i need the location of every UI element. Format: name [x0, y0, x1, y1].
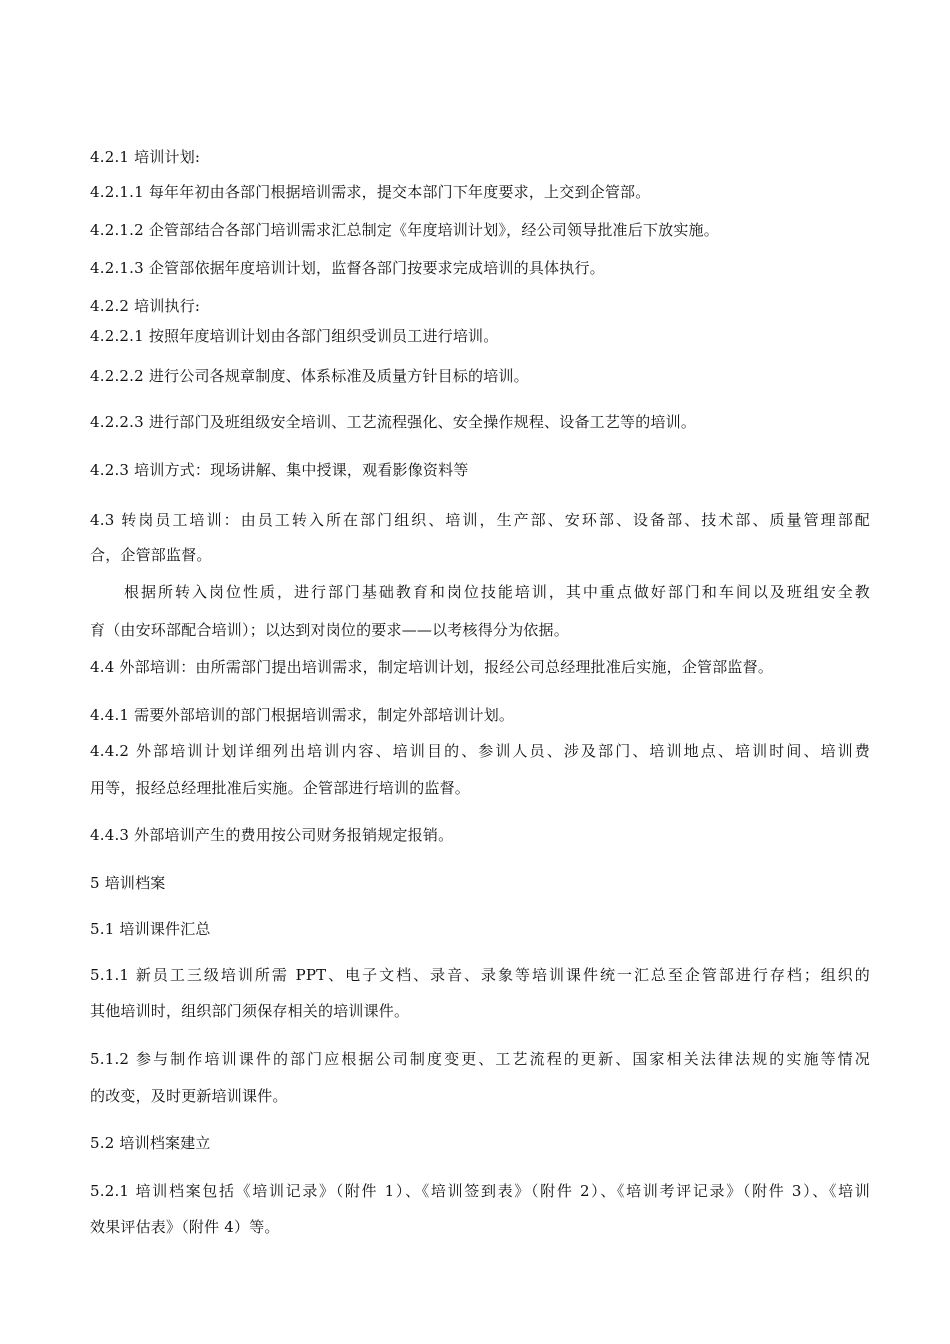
- heading-5-2: 5.2 培训档案建立: [90, 1134, 211, 1152]
- paragraph-4-4: 4.4 外部培训：由所需部门提出培训需求，制定培训计划，报经公司总经理批准后实施，企管部监督。: [90, 658, 774, 676]
- paragraph-4-2-3: 4.2.3 培训方式：现场讲解、集中授课，观看影像资料等: [90, 461, 469, 479]
- paragraph-4-2-2-1: 4.2.2.1 按照年度培训计划由各部门组织受训员工进行培训。: [90, 327, 499, 345]
- paragraph-5-1-1-line-2: 其他培训时，组织部门须保存相关的培训课件。: [90, 1002, 410, 1020]
- paragraph-4-2-2-3: 4.2.2.3 进行部门及班组级安全培训、工艺流程强化、安全操作规程、设备工艺等的培训。: [90, 413, 697, 431]
- paragraph-5-1-2-line-1: 5.1.2 参与制作培训课件的部门应根据公司制度变更、工艺流程的更新、国家相关法律法规的实施等情况: [90, 1050, 870, 1068]
- paragraph-5-2-1-line-1: 5.2.1 培训档案包括《培训记录》（附件 1）、《培训签到表》（附件 2）、《培训考评记录》（附件 3）、《培训: [90, 1182, 870, 1200]
- paragraph-4-3-line-1: 4.3 转岗员工培训：由员工转入所在部门组织、培训，生产部、安环部、设备部、技术部、质量管理部配: [90, 511, 870, 529]
- heading-4-2-2: 4.2.2 培训执行:: [90, 297, 201, 315]
- paragraph-4-2-1-3: 4.2.1.3 企管部依据年度培训计划，监督各部门按要求完成培训的具体执行。: [90, 259, 605, 277]
- heading-5: 5 培训档案: [90, 874, 166, 892]
- paragraph-5-2-1-line-2: 效果评估表》（附件 4）等。: [90, 1218, 280, 1236]
- heading-5-1: 5.1 培训课件汇总: [90, 920, 211, 938]
- paragraph-4-3-note-line-2: 育（由安环部配合培训）；以达到对岗位的要求——以考核得分为依据。: [90, 621, 569, 639]
- paragraph-4-2-1-2: 4.2.1.2 企管部结合各部门培训需求汇总制定《年度培训计划》，经公司领导批准后下放实施。: [90, 221, 719, 239]
- paragraph-4-4-3: 4.4.3 外部培训产生的费用按公司财务报销规定报销。: [90, 826, 454, 844]
- paragraph-5-1-2-line-2: 的改变，及时更新培训课件。: [90, 1087, 288, 1105]
- paragraph-5-1-1-line-1: 5.1.1 新员工三级培训所需 PPT、电子文档、录音、录象等培训课件统一汇总至企管部进行存档；组织的: [90, 966, 870, 984]
- paragraph-4-4-2-line-2: 用等，报经总经理批准后实施。企管部进行培训的监督。: [90, 779, 471, 797]
- paragraph-4-4-2-line-1: 4.4.2 外部培训计划详细列出培训内容、培训目的、参训人员、涉及部门、培训地点、培训时间、培训费: [90, 742, 870, 760]
- paragraph-4-3-note-line-1: 根据所转入岗位性质，进行部门基础教育和岗位技能培训，其中重点做好部门和车间以及班组安全教: [124, 583, 870, 601]
- paragraph-4-3-line-2: 合，企管部监督。: [90, 546, 212, 564]
- heading-4-2-1: 4.2.1 培训计划:: [90, 148, 201, 166]
- paragraph-4-2-1-1: 4.2.1.1 每年年初由各部门根据培训需求，提交本部门下年度要求，上交到企管部。: [90, 183, 651, 201]
- paragraph-4-4-1: 4.4.1 需要外部培训的部门根据培训需求，制定外部培训计划。: [90, 706, 515, 724]
- paragraph-4-2-2-2: 4.2.2.2 进行公司各规章制度、体系标准及质量方针目标的培训。: [90, 367, 529, 385]
